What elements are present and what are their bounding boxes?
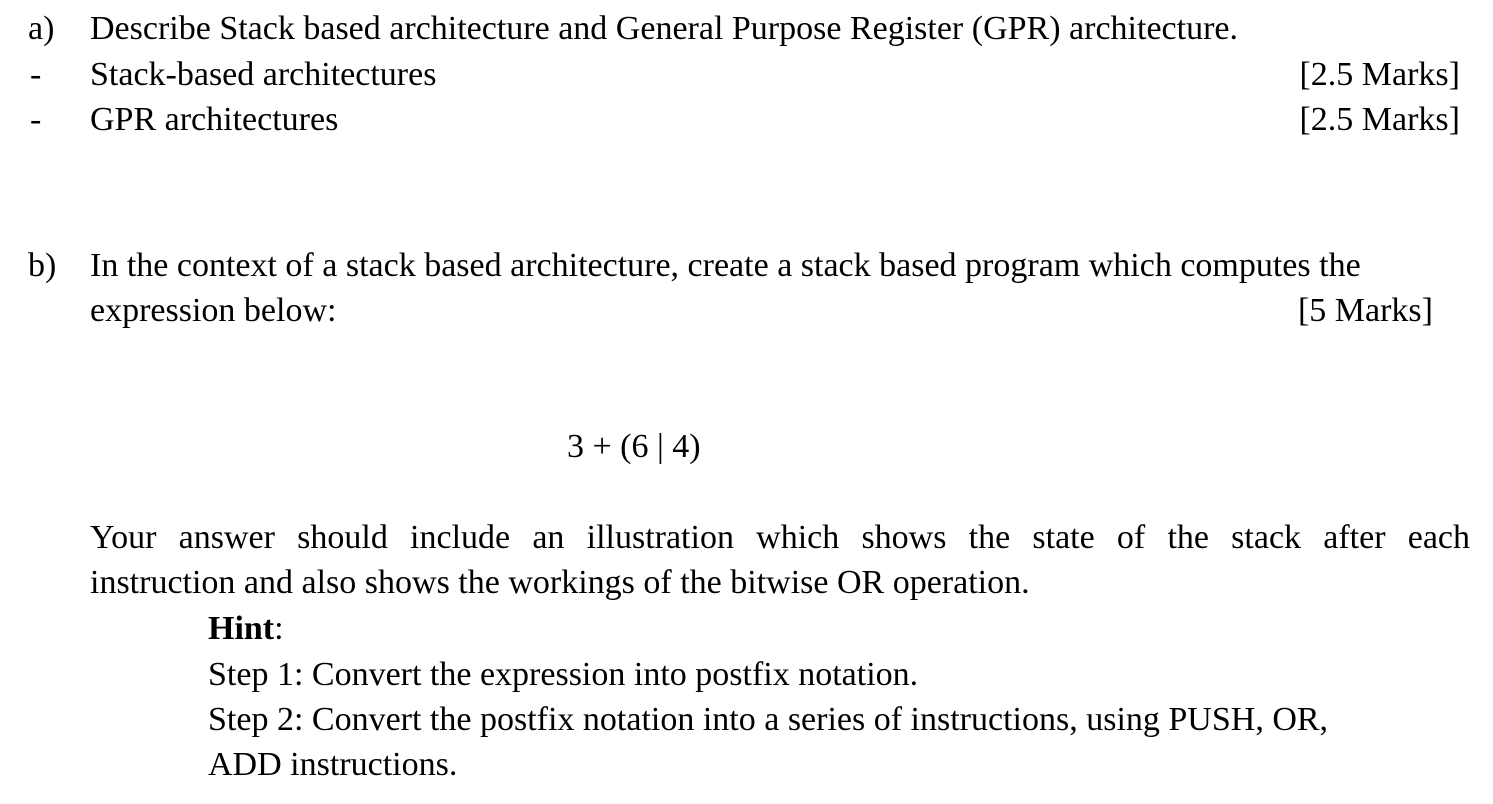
- hint-colon: :: [274, 610, 284, 647]
- item-gpr-text: GPR architectures: [90, 101, 339, 138]
- question-a-text: Describe Stack based architecture and General Purpose Register (GPR) architecture.: [90, 10, 1238, 47]
- question-a-label: a): [28, 10, 55, 47]
- item-stack-based-marks: [2.5 Marks]: [1299, 56, 1460, 93]
- question-b-label: b): [28, 247, 57, 284]
- item-stack-based-text: Stack-based architectures: [90, 56, 437, 93]
- expression: 3 + (6 | 4): [567, 428, 701, 465]
- question-b-marks: [5 Marks]: [1297, 292, 1433, 329]
- answer-line1: Your answer should include an illustration which shows the state of the stack after each: [90, 519, 1470, 556]
- hint-title: Hint: [208, 610, 275, 647]
- question-b-line2: expression below:: [90, 292, 337, 329]
- bullet-dash: -: [30, 101, 42, 138]
- hint-step2-line2: ADD instructions.: [208, 746, 458, 783]
- answer-line2: instruction and also shows the workings of the bitwise OR operation.: [90, 564, 1030, 601]
- hint-step1: Step 1: Convert the expression into postfix notation.: [208, 656, 919, 693]
- hint-heading: [208, 612, 284, 646]
- question-b-line1: In the context of a stack based architecture, create a stack based program which computes the: [90, 247, 1361, 284]
- bullet-dash: -: [30, 56, 42, 93]
- item-gpr-marks: [2.5 Marks]: [1299, 101, 1460, 138]
- hint-step2-line1: Step 2: Convert the postfix notation into a series of instructions, using PUSH, OR,: [208, 701, 1329, 738]
